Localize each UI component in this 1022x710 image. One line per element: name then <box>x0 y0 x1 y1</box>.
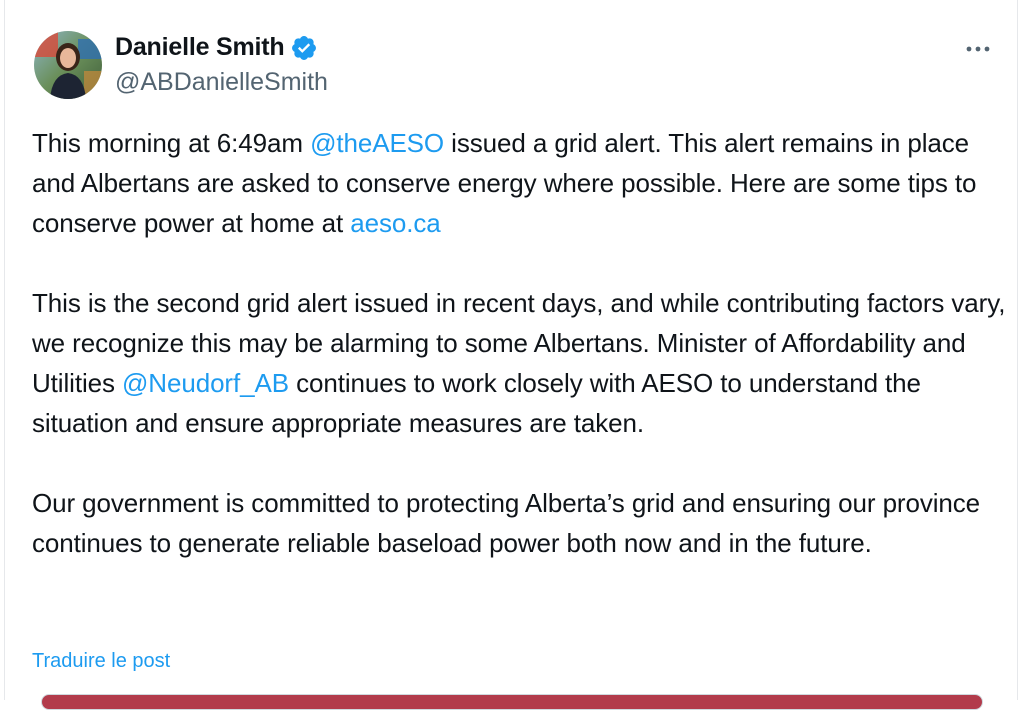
text-segment: This morning at 6:49am <box>32 128 311 158</box>
tweet-paragraph-2 <box>32 283 1007 443</box>
translate-post-link[interactable]: Traduire le post <box>32 650 171 672</box>
tweet-card <box>4 0 1018 700</box>
more-horizontal-icon <box>964 45 992 53</box>
text-segment: issued a grid alert. This alert remains in place and Albertans are asked to conserve energy where possible. Here are some tips to conserve power at home at <box>32 128 977 238</box>
text-segment: continues to work closely with AESO to understand the situation and ensure appropriate measures are taken. <box>32 368 921 438</box>
media-attachment[interactable] <box>41 694 983 710</box>
mention-theaeso-link[interactable]: @theAESO <box>310 128 445 158</box>
verified-badge-icon <box>290 34 318 62</box>
aeso-url-link[interactable]: aeso.ca <box>350 208 441 238</box>
tweet-paragraph-1 <box>32 123 1007 243</box>
author-name-row[interactable] <box>115 33 318 62</box>
avatar-image <box>34 31 102 99</box>
mention-neudorf-link[interactable]: @Neudorf_AB <box>122 368 289 398</box>
text-segment: This is the second grid alert issued in recent days, and while contributing factors vary, we recognize this may be alarming to some Albertans. Minister of Affordability and Utilities <box>32 288 1006 398</box>
tweet-paragraph-3 <box>32 483 1007 563</box>
avatar[interactable] <box>34 31 102 99</box>
author-name[interactable]: Danielle Smith <box>115 33 285 61</box>
more-options-button[interactable] <box>960 36 996 62</box>
author-handle[interactable]: @ABDanielleSmith <box>115 68 328 96</box>
tweet-text <box>32 123 1007 563</box>
text-segment: Our government is committed to protecting Alberta’s grid and ensuring our province continues to generate reliable baseload power both now and in the future. <box>32 488 981 558</box>
